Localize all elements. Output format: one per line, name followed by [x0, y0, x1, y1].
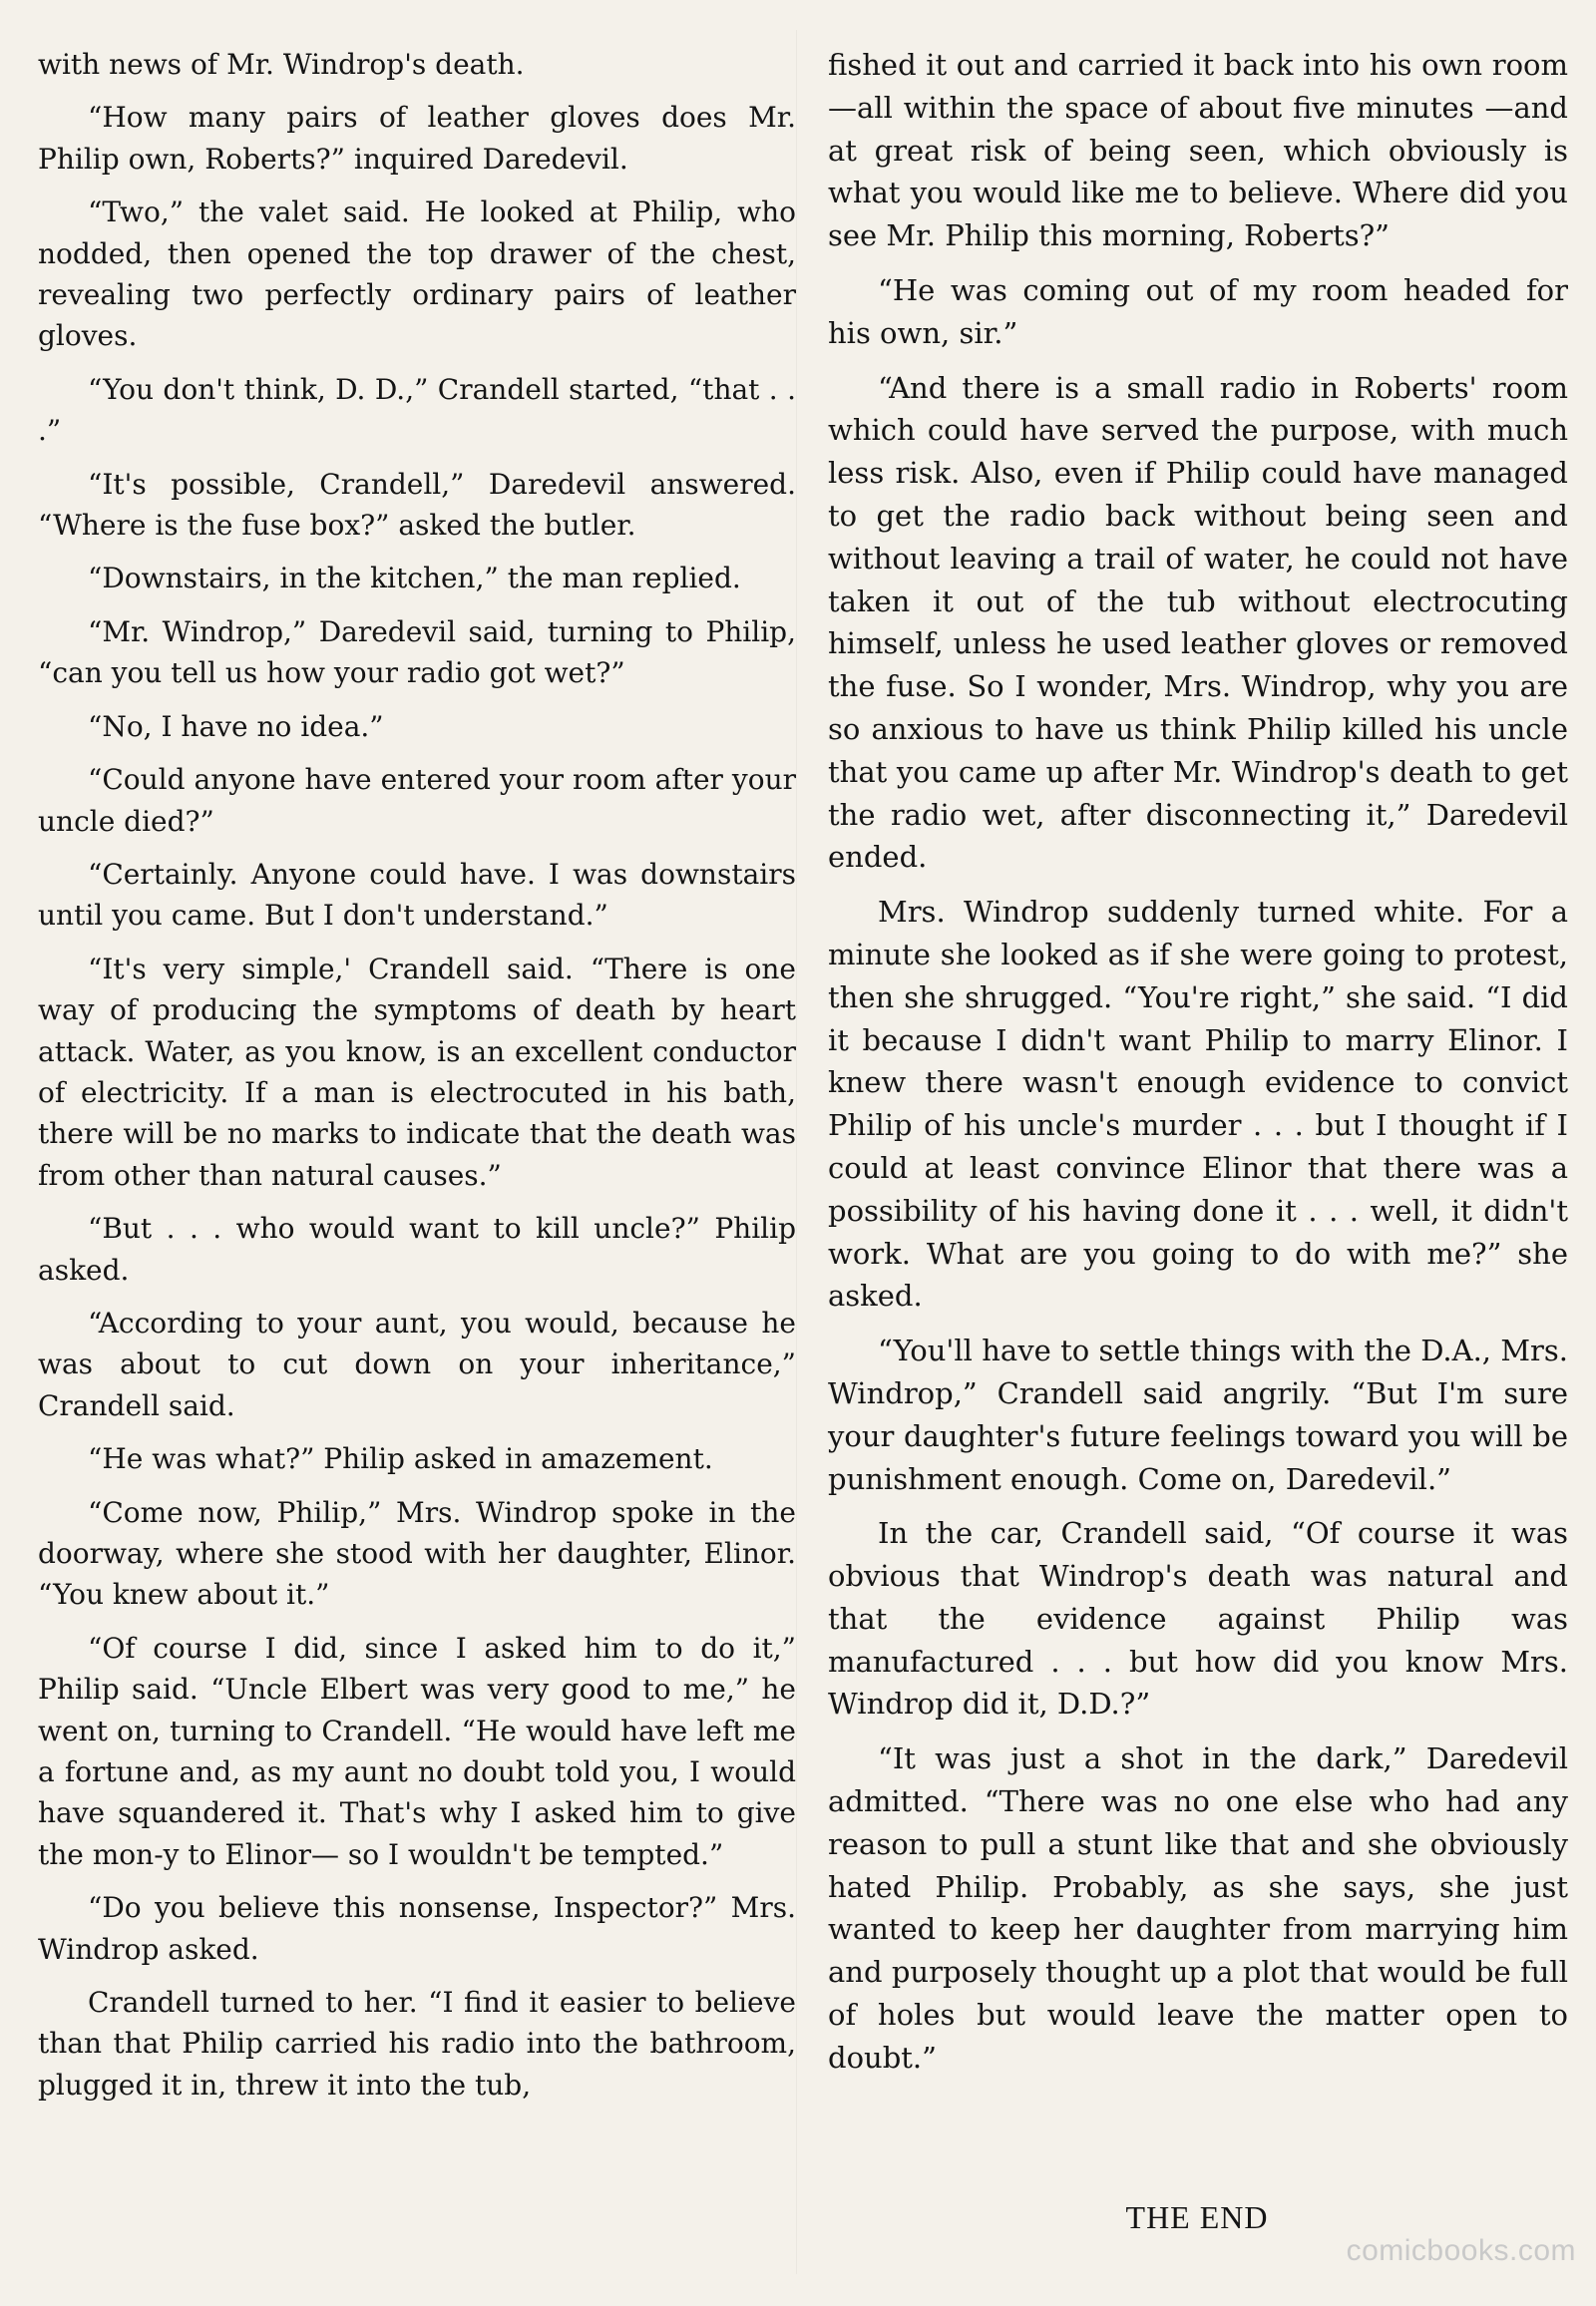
watermark: comicbooks.com — [1346, 2234, 1576, 2267]
paragraph: “Certainly. Anyone could have. I was downstairs until you came. But I don't understand.” — [38, 857, 796, 933]
paragraph: “It's possible, Crandell,” Daredevil answered. “Where is the fuse box?” asked the butler. — [38, 467, 796, 543]
paragraph: “According to your aunt, you would, because he was about to cut down on your inheritance,” Crandell said. — [38, 1306, 796, 1422]
paragraph: “He was what?” Philip asked in amazement. — [88, 1442, 713, 1476]
paragraph: with news of Mr. Windrop's death. — [38, 48, 525, 81]
paragraph: “It was just a shot in the dark,” Daredevil admitted. “There was no one else who had any reason to pull a stunt like that and she obviously hated Philip. Probably, as she says, she just wanted to keep her daughter from marrying him and purposely thought up a plot that would be full of holes but would leave the matter open to doubt.” — [828, 1741, 1568, 2075]
paragraph: “Mr. Windrop,” Daredevil said, turning to Philip, “can you tell us how your radio got wet?” — [38, 614, 796, 690]
the-end-label: THE END — [1125, 2199, 1269, 2235]
paragraph: “He was coming out of my room headed for his own, sir.” — [828, 272, 1568, 350]
paragraph: “Two,” the valet said. He looked at Philip, who nodded, then opened the top drawer of the chest, revealing two perfectly ordinary pairs of leather gloves. — [38, 195, 796, 353]
right-column — [828, 44, 1568, 2092]
paragraph: “Could anyone have entered your room after your uncle died?” — [38, 763, 796, 838]
paragraph: “Of course I did, since I asked him to do it,” Philip said. “Uncle Elbert was very good to me,” he went on, turning to Crandell. “He would have left me a fortune and, as my aunt no doubt told you, I would have squandered it. That's why I asked him to give the mon-y to Elinor— so I wouldn't be tempted.” — [38, 1631, 796, 1871]
paragraph: “You'll have to settle things with the D.A., Mrs. Windrop,” Crandell said angrily. “But I'm sure your daughter's future feelings toward you will be punishment enough. Come on, Daredevil.” — [828, 1334, 1568, 1496]
paragraph: “No, I have no idea.” — [88, 709, 384, 743]
left-column — [38, 44, 796, 2117]
paragraph: “How many pairs of leather gloves does Mr. Philip own, Roberts?” inquired Daredevil. — [38, 101, 796, 176]
paragraph: Crandell turned to her. “I find it easier to believe than that Philip carried his radio into the bathroom, plugged it in, threw it into the tub, — [38, 1986, 796, 2102]
paragraph: Mrs. Windrop suddenly turned white. For a minute she looked as if she were going to protest, then she shrugged. “You're right,” she said. “I did it because I didn't want Philip to marry Elinor. I knew there wasn't enough evidence to convict Philip of his uncle's murder . . . but I thought if I could at least convince Elinor that there was a possibility of his having done it . . . well, it didn't work. What are you going to do with me?” she asked. — [828, 895, 1568, 1314]
column-gutter — [796, 30, 797, 2274]
paragraph: In the car, Crandell said, “Of course it was obvious that Windrop's death was natural and that the evidence against Philip was manufactured . . . but how did you know Mrs. Windrop did it, D.D.?” — [828, 1516, 1568, 1722]
paragraph: fished it out and carried it back into his own room—all within the space of about five minutes —and at great risk of being seen, which obviously is what you would like me to believe. Where did you see Mr. Philip this morning, Roberts?” — [828, 48, 1568, 253]
paragraph: “But . . . who would want to kill uncle?” Philip asked. — [38, 1212, 796, 1287]
paragraph: “Do you believe this nonsense, Inspector?” Mrs. Windrop asked. — [38, 1891, 796, 1966]
paragraph: “Downstairs, in the kitchen,” the man replied. — [88, 562, 741, 595]
paragraph: “You don't think, D. D.,” Crandell started, “that . . .” — [38, 372, 796, 448]
paragraph: “Come now, Philip,” Mrs. Windrop spoke in the doorway, where she stood with her daughter, Elinor. “You knew about it.” — [38, 1495, 796, 1612]
paragraph: “And there is a small radio in Roberts' room which could have served the purpose, with much less risk. Also, even if Philip could have managed to get the radio back without being seen and without leaving a trail of water, he could not have taken it out of the tub without electrocuting himself, unless he used leather gloves or removed the fuse. So I wonder, Mrs. Windrop, why you are so anxious to have us think Philip killed his uncle that you came up after Mr. Windrop's death to get the radio wet, after disconnecting it,” Daredevil ended. — [828, 370, 1568, 875]
paragraph: “It's very simple,' Crandell said. “There is one way of producing the symptoms of death by heart attack. Water, as you know, is an excellent conductor of electricity. If a man is electrocuted in his bath, there will be no marks to indicate that the death was from other than natural causes.” — [38, 952, 796, 1192]
